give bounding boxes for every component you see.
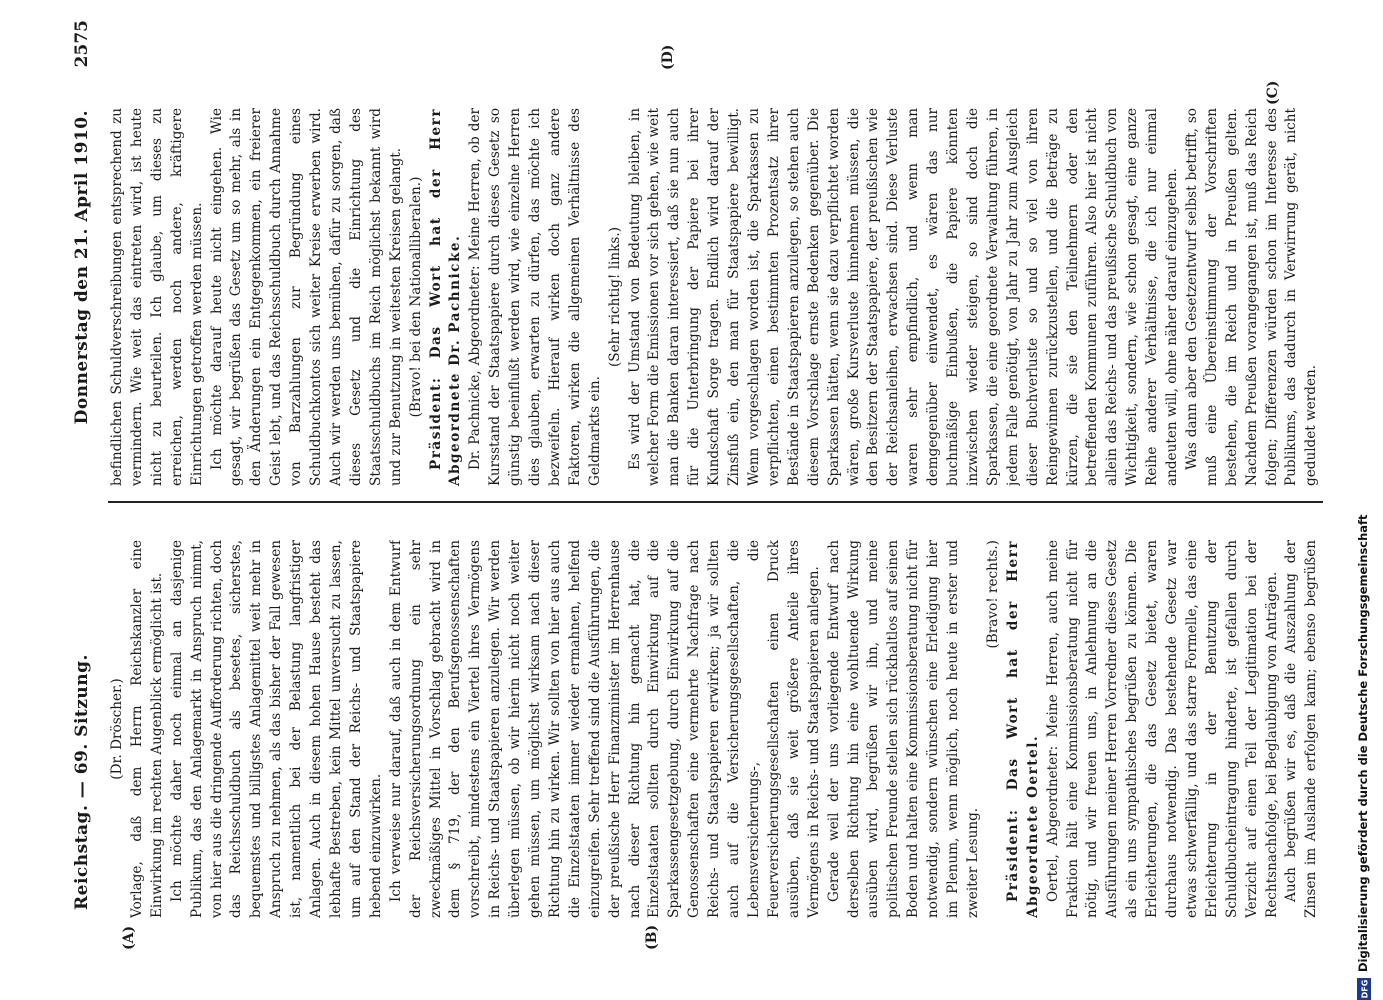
dfg-logo-text: DFG — [1360, 979, 1370, 999]
speech-opening: Dr. Pachnicke, Abgeordneter: Meine Herren, ob der Kursstand der Staatspapiere durch dieses Gesetz so günstig beeinflußt werden wird, wie einzelne Herren dies glauben, erwarten zu dürfen, das möchte ich bezweifeln. Hierauf wirken doch ganz andere Faktoren, wirken die allgemeinen Verhältnisse des Geldmarkts ein. — [467, 108, 603, 486]
paragraph: Ich möchte darauf heute nicht eingehen. Wie gesagt, wir begrüßen das Gesetz um so mehr, als in den Änderungen ein Entgegenkommen, ein freierer Geist lebt, und das Reichsschuldbuch durch Annahme von Barzahlungen zur Begründung eines Schuldbuchkontos sich weiter Kreise erwerben wird. Auch wir werden uns bemühen, dafür zu sorgen, daß dieses Gesetz und die Einrichtung des Staatsschuldbuchs im Reich möglichst bekannt wird und zur Benutzung in weitesten Kreisen gelangt. — [208, 108, 404, 486]
paragraph — [1322, 108, 1323, 486]
paragraph: Ich verweise nur darauf, daß auch in dem Entwurf der Reichsversicherungsordnung ein sehr zweckmäßiges Mittel in Vorschlag gebracht wird in dem § 719, der den Berufsgenossenschaften vorschreibt, mindestens ein Viertel ihres Vermögens in Reichs- und Staatspapieren anzulegen. Wir werden überlegen müssen, ob wir hierin nicht noch weiter gehen müssen, um möglichst wirksam nach dieser Richtung hin zu wirken. Wir sollten von hier aus auch die Einzelstaaten immer wieder ermahnen, helfend einzugreifen. Sehr treffend sind die Ausführungen, die der preußische Herr Finanzminister im Herrenhause nach dieser Richtung hin gemacht hat, die Einzelstaaten sollten durch Einwirkung auf die Sparkassengesetzgebung, durch Einwirkung auf die Genossenschaften eine vermehrte Nachfrage nach Reichs- und Staatspapieren erwirken; ja wir sollten auch auf die Versicherungsgesellschaften, die Lebensversicherungs-, die Feuerversicherungsgesellschaften einen Druck ausüben, daß sie weit größere Anteile ihres Vermögens in Reichs- und Staatspapieren anlegen. — [387, 540, 822, 918]
paragraph: Es wird der Umstand von Bedeutung bleiben, in welcher Form die Emissionen vor sich gehen, wie weit man die Banken daran interessiert, daß sie nun auch für die Unterbringung der Papiere bei ihrer Kundschaft Sorge tragen. Endlich wird darauf der Zinsfuß ein, den man für Staatspapiere bewilligt. Wenn vorgeschlagen worden ist, die Sparkassen zu verpflichten, einen bestimmten Prozentsatz ihrer Bestände in Staatspapieren anzulegen, so stehen auch diesem Vorschlage ernste Bedenken gegenüber. Die Sparkassen hätten, wenn sie dazu verpflichtet worden wären, große Kursverluste hinnehmen müssen, die den Besitzern der Staatspapiere, der preußischen wie der Reichsanleihen, erwachsen sind. Diese Verluste waren sehr empfindlich, und wenn man demgegenüber einwendet, es wären das nur buchmäßige Einbußen, die Papiere könnten inzwischen wieder steigen, so sind doch die Sparkassen, die eine geordnete Verwaltung führen, in jedem Falle genötigt, von Jahr zu Jahr zum Ausgleich dieser Buchverluste so und so viel von ihren Reingewinnen zurückzustellen, und die Beträge zu kürzen, die sie den Teilnehmern oder den betreffenden Kommunen zuführen. Also hier ist nicht allein das Reichs- und das preußische Schuldbuch von Wichtigkeit, sondern, wie schon gesagt, eine ganze Reihe anderer Verhältnisse, die ich nur einmal andeuten will, ohne näher darauf einzugehen. — [626, 108, 1181, 486]
header-title-left: Reichstag. — 69. Sitzung. — [72, 654, 92, 910]
dfg-logo-icon — [1357, 978, 1371, 1000]
paragraph: Ich möchte daher noch einmal an dasjenige Publikum, das den Anlagemarkt in Anspruch nimmt, von hier aus die dringende Aufforderung richten, doch das Reichsschuldbuch als besetes, sicherstes, bequemstes und billigstes Anlagemittel weit mehr in Anspruch zu nehmen, als das bisher der Fall gewesen ist, namentlich bei der Belastung langfristiger Anlagen. Auch in diesem hohen Hause besteht das lebhafte Bestreben, kein Mittel unversucht zu lassen, um auf den Stand der Reichs- und Staatspapiere hebend einzuwirken. — [168, 540, 384, 918]
column-divider — [108, 501, 1323, 503]
margin-marker-b: (B) — [644, 924, 660, 950]
paragraph: Gerade weil der uns vorliegende Entwurf nach derselben Richtung hin eine wohltuende Wirkung ausüben wird, begrüßen wir ihn, und meine politischen Freunde stellen sich rückhaltlos auf seinen Boden und halten eine Kommissionsberatung nicht für notwendig, sondern wünschen eine Erledigung hier im Plenum, wenn möglich, noch heute in erster und zweiter Lesung. — [825, 540, 981, 918]
speech-opening: Oertel, Abgeordneter: Meine Herren, auch meine Fraktion hält eine Kommissionsberatung nicht für nötig, und wir freuen uns, in Anlehnung an die Ausführungen meiner Herren Vorredner dieses Gesetz als ein uns sympathisches begrüßen zu können. Die Erleichterungen, die das Gesetz bietet, waren durchaus notwendig. Das bestehende Gesetz war etwas schwerfällig, und das starre Formelle, das eine Erleichterung in der Benutzung der Schuldbucheintragung hinderte, ist gefallen durch Verzicht auf einen Teil der Legitimation bei der Rechtsnachfolge, bei Beglaubigung von Anträgen. — [1044, 540, 1280, 918]
interjection: (Bravo! bei den Nationalliberalen.) — [407, 176, 424, 418]
digitization-credit — [1356, 0, 1374, 1000]
margin-marker-d: (D) — [660, 44, 676, 70]
speaker-reference: (Dr. Dröscher.) — [109, 678, 125, 780]
paragraph: befindlichen Schuldverschreibungen entsprechend zu vermindern. Wie weit das eintreten wird, ist heute nicht zu beurteilen. Ich glaube, um dieses zu erreichen, werden noch andere, kräftigere Einrichtungen getroffen werden müssen. — [109, 108, 205, 486]
paragraph: Auch begrüßen wir es, daß die Auszahlung der Zinsen im Auslande erfolgen kann; ebenso begrüßen — [1283, 540, 1320, 918]
interjection: (Sehr richtig! links.) — [606, 226, 623, 368]
margin-marker-a: (A) — [121, 925, 137, 950]
text-column-left — [108, 540, 1323, 918]
page-header — [72, 0, 98, 1000]
text-column-right — [108, 108, 1323, 486]
header-title-right: Donnerstag den 21. April 1910. — [72, 110, 92, 425]
paragraph: Was dann aber den Gesetzentwurf selbst betrifft, so muß eine Übereinstimmung der Vorschriften bestehen, die im Reich und in Preußen gelten. Nachdem Preußen vorangegangen ist, muß das Reich folgen; Differenzen würden schon im Interesse des Publikums, das dadurch in Verwirrung gerät, nicht geduldet werden. — [1183, 108, 1320, 486]
interjection: (Bravo! rechts.) — [984, 540, 1001, 649]
paragraph: Vorlage, daß dem Herrn Reichskanzler eine Einwirkung im rechten Augenblick ermöglicht ist. — [128, 540, 165, 918]
president-statement: Präsident: Das Wort hat der Herr Abgeordnete Dr. Pachnicke. — [427, 108, 464, 486]
margin-marker-c: (C) — [1265, 80, 1281, 105]
credit-text: Digitalisierung gefördert durch die Deutsche Forschungsgemeinschaft — [1356, 514, 1370, 972]
president-statement: Präsident: Das Wort hat der Herr Abgeordnete Oertel. — [1004, 540, 1041, 918]
page-number: 2575 — [72, 20, 92, 68]
